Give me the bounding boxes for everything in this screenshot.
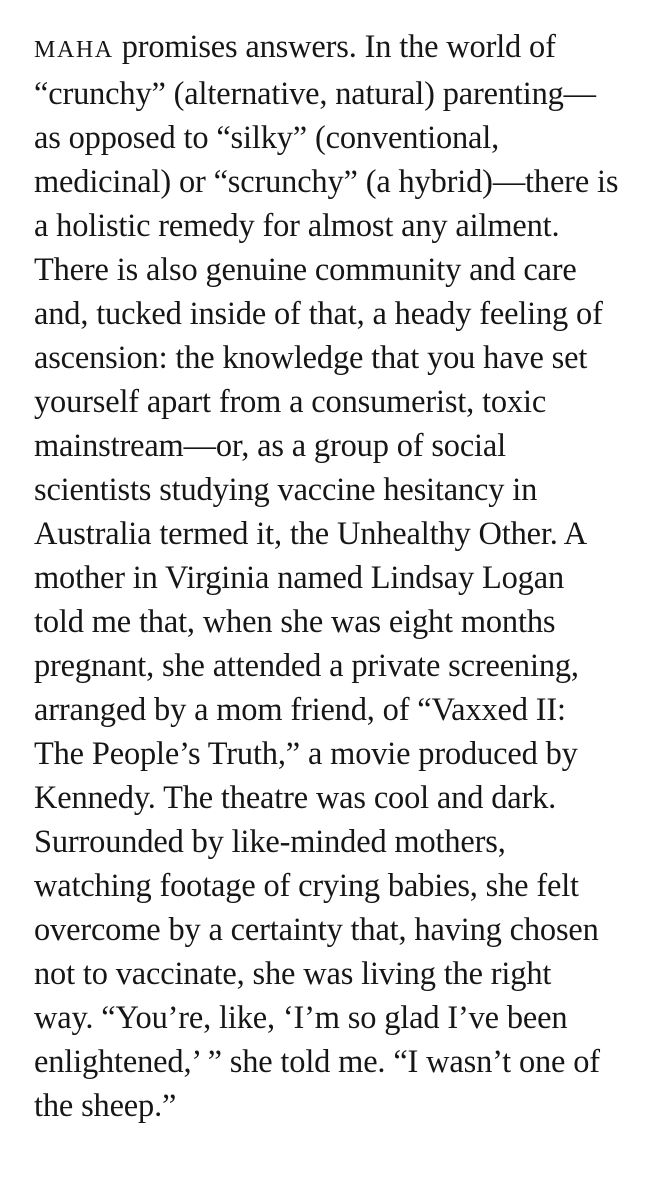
paragraph-line: pregnant, she attended a private screening, <box>34 648 579 684</box>
paragraph-line: mainstream—or, as a group of social <box>34 428 506 464</box>
paragraph-line: and, tucked inside of that, a heady feeling of <box>34 296 603 332</box>
paragraph-line: the sheep.” <box>34 1088 177 1124</box>
paragraph-line: yourself apart from a consumerist, toxic <box>34 384 547 420</box>
paragraph-line: overcome by a certainty that, having chosen <box>34 912 599 948</box>
paragraph-line: There is also genuine community and care <box>34 252 577 288</box>
paragraph-line: “crunchy” (alternative, natural) parenting— <box>34 76 596 112</box>
paragraph-line: The People’s Truth,” a movie produced by <box>34 736 578 772</box>
article-paragraph <box>34 25 654 1128</box>
lead-word-smallcaps: MAHA <box>34 37 114 63</box>
paragraph-line: told me that, when she was eight months <box>34 604 556 640</box>
paragraph-line: a holistic remedy for almost any ailment. <box>34 208 560 244</box>
line-text: promises answers. In the world of <box>113 29 556 65</box>
paragraph-line: scientists studying vaccine hesitancy in <box>34 472 538 508</box>
paragraph-line: Kennedy. The theatre was cool and dark. <box>34 780 557 816</box>
paragraph-line: mother in Virginia named Lindsay Logan <box>34 560 564 596</box>
paragraph-line: Surrounded by like-minded mothers, <box>34 824 506 860</box>
paragraph-line: ascension: the knowledge that you have set <box>34 340 588 376</box>
paragraph-line: enlightened,’ ” she told me. “I wasn’t one of <box>34 1044 600 1080</box>
paragraph-line: not to vaccinate, she was living the right <box>34 956 552 992</box>
paragraph-line: way. “You’re, like, ‘I’m so glad I’ve been <box>34 1000 568 1036</box>
paragraph-line: medicinal) or “scrunchy” (a hybrid)—there is <box>34 164 619 200</box>
paragraph-line: arranged by a mom friend, of “Vaxxed II: <box>34 692 566 728</box>
paragraph-line: watching footage of crying babies, she felt <box>34 868 579 904</box>
paragraph-line <box>34 25 654 72</box>
paragraph-line: Australia termed it, the Unhealthy Other. A <box>34 516 588 552</box>
paragraph-line: as opposed to “silky” (conventional, <box>34 120 500 156</box>
